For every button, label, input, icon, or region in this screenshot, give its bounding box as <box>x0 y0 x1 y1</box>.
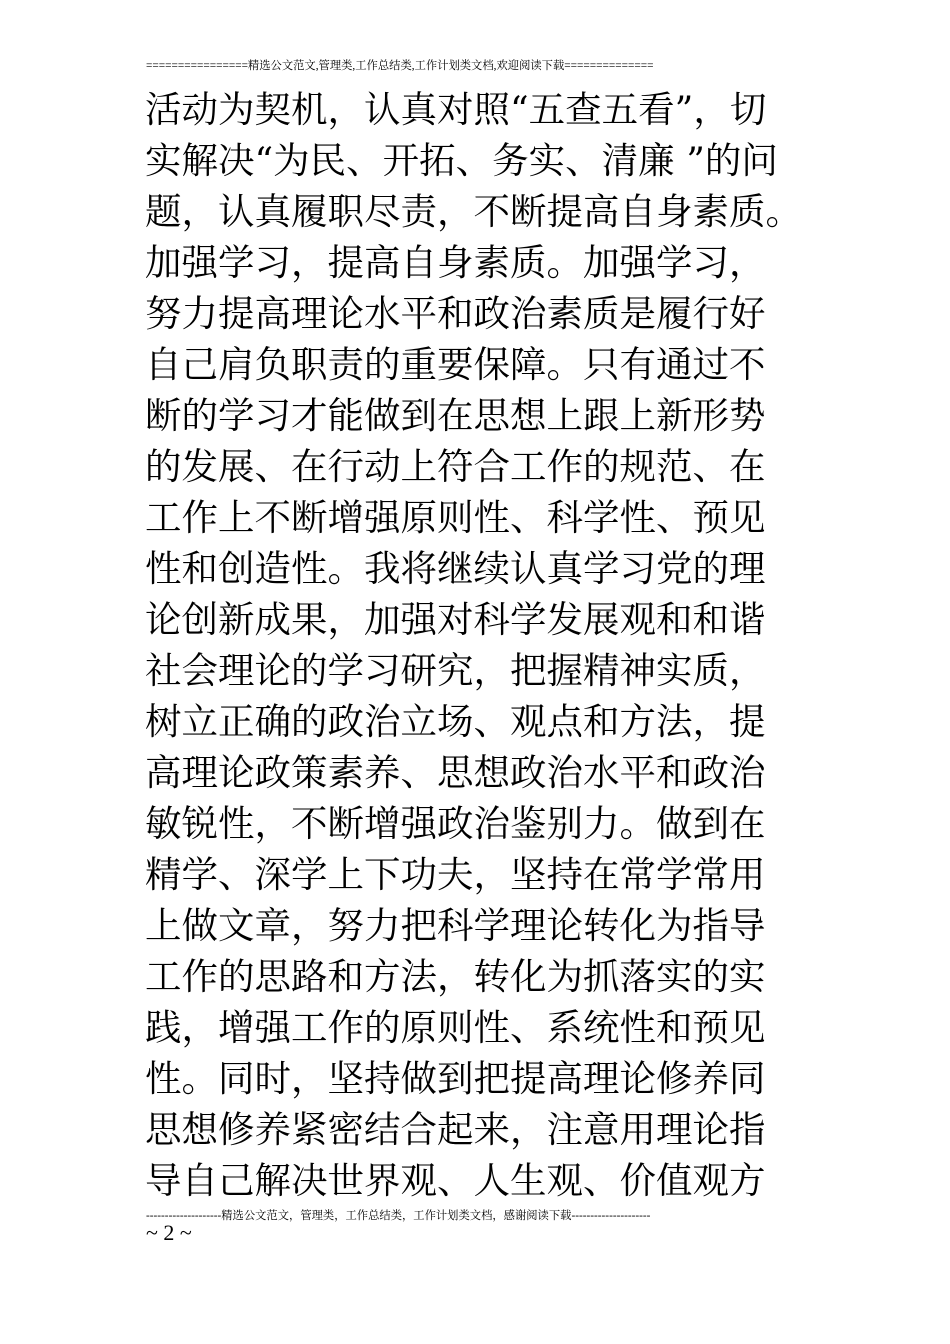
body-line: 敏锐性，不断增强政治鉴别力。做到在 <box>145 802 766 845</box>
body-line: 社会理论的学习研究，把握精神实质， <box>145 649 766 692</box>
page-header: ================精选公文范文,管理类,工作总结类,工作计划类文档,欢迎阅读下载============== <box>146 60 654 72</box>
page-number: ~ 2 ~ <box>146 1220 192 1245</box>
body-line: 思想修养紧密结合起来，注意用理论指 <box>145 1108 766 1151</box>
body-line: 性。同时，坚持做到把提高理论修养同 <box>145 1057 766 1100</box>
body-line: 高理论政策素养、思想政治水平和政治 <box>145 751 766 794</box>
body-line: 自己肩负职责的重要保障。只有通过不 <box>145 343 766 386</box>
body-line: 践，增强工作的原则性、系统性和预见 <box>145 1006 766 1049</box>
body-line: 工作上不断增强原则性、科学性、预见 <box>145 496 766 539</box>
body-line: 树立正确的政治立场、观点和方法，提 <box>145 700 766 743</box>
body-line: 导自己解决世界观、人生观、价值观方 <box>145 1159 766 1202</box>
body-line: 断的学习才能做到在思想上跟上新形势 <box>145 394 766 437</box>
body-line: 实解决“为民、开拓、务实、清廉 ”的问 <box>145 139 778 182</box>
body-line: 努力提高理论水平和政治素质是履行好 <box>145 292 766 335</box>
body-line: 上做文章，努力把科学理论转化为指导 <box>145 904 766 947</box>
document-body <box>145 84 817 1206</box>
body-line: 题，认真履职尽责，不断提高自身素质。 <box>145 190 802 233</box>
body-line: 的发展、在行动上符合工作的规范、在 <box>145 445 766 488</box>
body-line: 活动为契机，认真对照“五查五看”，切 <box>145 88 767 131</box>
page-footer: --------------------精选公文范文，管理类，工作总结类，工作计划类文档，感谢阅读下载--------------------- <box>146 1210 651 1222</box>
body-line: 性和创造性。我将继续认真学习党的理 <box>145 547 766 590</box>
body-line: 加强学习，提高自身素质。加强学习， <box>145 241 766 284</box>
body-line: 工作的思路和方法，转化为抓落实的实 <box>145 955 766 998</box>
body-line: 精学、深学上下功夫，坚持在常学常用 <box>145 853 766 896</box>
body-line: 论创新成果，加强对科学发展观和和谐 <box>145 598 766 641</box>
